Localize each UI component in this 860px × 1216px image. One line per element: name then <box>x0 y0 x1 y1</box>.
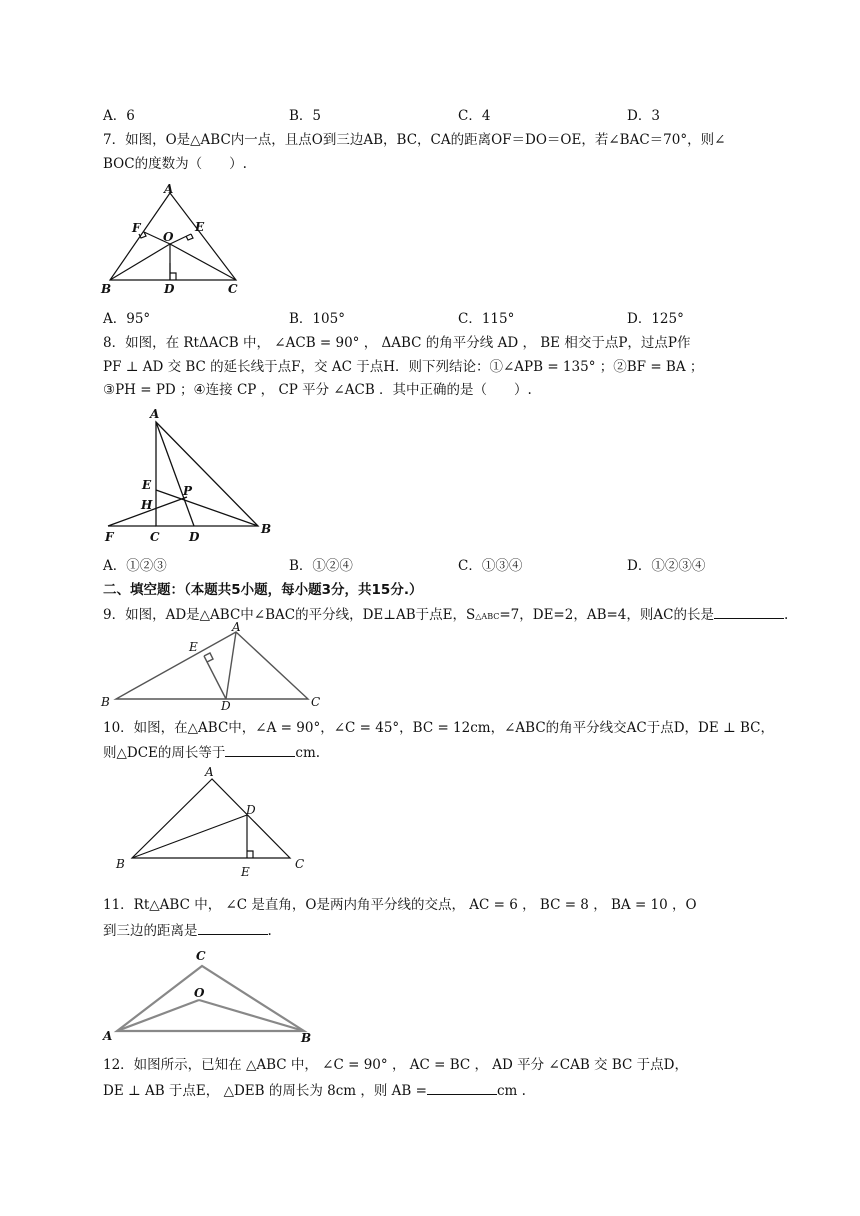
q8-option-b: B．①②④ <box>289 558 353 574</box>
q9-end: . <box>783 607 789 623</box>
q11-stem-line1: 11．Rt△ABC 中， ∠C 是直角，O是两内角平分线的交点， AC = 6 ， BC = 8 ， BA = 10 ，O <box>103 897 697 913</box>
q9-label-a: A <box>232 620 241 634</box>
q9-subscript: △ABC <box>475 612 500 621</box>
q7-label-o: O <box>163 230 174 244</box>
q10-label-b: B <box>116 857 125 871</box>
q7-label-b: B <box>101 282 112 296</box>
q7-stem-line2: BOC的度数为（ ）. <box>103 156 247 172</box>
q11-answer-blank[interactable] <box>198 920 268 935</box>
q8-option-c: C．①③④ <box>458 558 523 574</box>
q11-label-c: C <box>196 949 206 963</box>
q8-label-f: F <box>105 530 114 544</box>
q6-option-a: A．6 <box>103 108 135 124</box>
q9-label-b: B <box>101 695 110 709</box>
q9-text-after: =7，DE=2，AB=4，则AC的长是 <box>499 607 714 623</box>
q10-stem-line1: 10．如图，在△ABC中，∠A = 90°，∠C = 45°，BC = 12cm，∠ABC的角平分线交AC于点D，DE ⊥ BC， <box>103 720 775 736</box>
q7-label-f: F <box>132 221 141 235</box>
q11-label-a: A <box>103 1029 113 1043</box>
q10-text-after: cm. <box>295 745 321 761</box>
q10-label-d: D <box>246 803 256 817</box>
q8-option-a: A．①②③ <box>103 558 167 574</box>
q7-option-b: B．105° <box>289 311 345 327</box>
q10-label-e: E <box>241 865 250 879</box>
q10-label-c: C <box>295 857 305 871</box>
q12-text-after: cm . <box>496 1083 526 1099</box>
q8-figure <box>100 405 280 545</box>
q9-figure <box>100 620 330 713</box>
q10-answer-blank[interactable] <box>225 742 295 757</box>
q8-label-h: H <box>141 498 153 512</box>
q11-text-before: 到三边的距离是 <box>103 923 198 939</box>
q7-stem-line1: 7．如图，O是△ABC内一点，且点O到三边AB，BC，CA的距离OF＝DO＝OE，若∠BAC＝70°，则∠ <box>103 132 726 148</box>
q7-label-a: A <box>164 182 174 196</box>
q10-text-before: 则△DCE的周长等于 <box>103 745 226 761</box>
q8-option-d: D．①②③④ <box>627 558 706 574</box>
q7-label-d: D <box>164 282 175 296</box>
q8-label-d: D <box>189 530 200 544</box>
q6-option-d: D．3 <box>627 108 660 124</box>
q11-figure <box>100 944 330 1044</box>
q8-stem-line3: ③PH = PD ；④连接 CP ， CP 平分 ∠ACB ．其中正确的是（ ）. <box>103 382 532 398</box>
q12-stem-line1: 12．如图所示，已知在 △ABC 中， ∠C = 90° ， AC = BC ， AD 平分 ∠CAB 交 BC 于点D， <box>103 1057 688 1073</box>
q11-text-after: . <box>267 923 272 939</box>
q6-option-c: C．4 <box>458 108 491 124</box>
q12-stem-line2 <box>103 1080 526 1100</box>
q7-figure <box>100 183 250 298</box>
q7-option-c: C．115° <box>458 311 515 327</box>
q9-label-c: C <box>311 695 321 709</box>
q6-option-b: B．5 <box>289 108 322 124</box>
q7-option-a: A．95° <box>103 311 151 327</box>
q9-answer-blank[interactable] <box>714 604 784 619</box>
q12-answer-blank[interactable] <box>427 1080 497 1095</box>
q9-label-d: D <box>221 699 231 713</box>
q11-label-b: B <box>301 1031 312 1045</box>
q8-stem-line1: 8．如图，在 RtΔACB 中， ∠ACB = 90° ， ΔABC 的角平分线 AD ， BE 相交于点P，过点P作 <box>103 335 691 351</box>
q10-label-a: A <box>205 765 214 779</box>
q10-stem-line2 <box>103 742 320 762</box>
q11-stem-line2 <box>103 920 272 940</box>
q9-text-before: 9．如图，AD是△ABC中∠BAC的平分线，DE⊥AB于点E，S <box>103 607 476 623</box>
q10-figure <box>110 764 320 879</box>
q8-label-e: E <box>142 478 152 492</box>
q7-option-d: D．125° <box>627 311 684 327</box>
q8-label-a: A <box>150 407 160 421</box>
q8-label-c: C <box>150 530 160 544</box>
q11-label-o: O <box>194 986 205 1000</box>
section-heading: 二、填空题：（本题共5小题，每小题3分，共15分.） <box>103 582 423 598</box>
q7-label-e: E <box>195 220 205 234</box>
q9-label-e: E <box>189 640 198 654</box>
q8-label-p: P <box>183 484 193 498</box>
q7-label-c: C <box>228 282 238 296</box>
q12-text-before: DE ⊥ AB 于点E， △DEB 的周长为 8cm ，则 AB = <box>103 1083 427 1099</box>
q8-label-b: B <box>261 522 272 536</box>
q8-stem-line2: PF ⊥ AD 交 BC 的延长线于点F，交 AC 于点H．则下列结论：①∠APB = 135° ；②BF = BA ； <box>103 359 704 375</box>
